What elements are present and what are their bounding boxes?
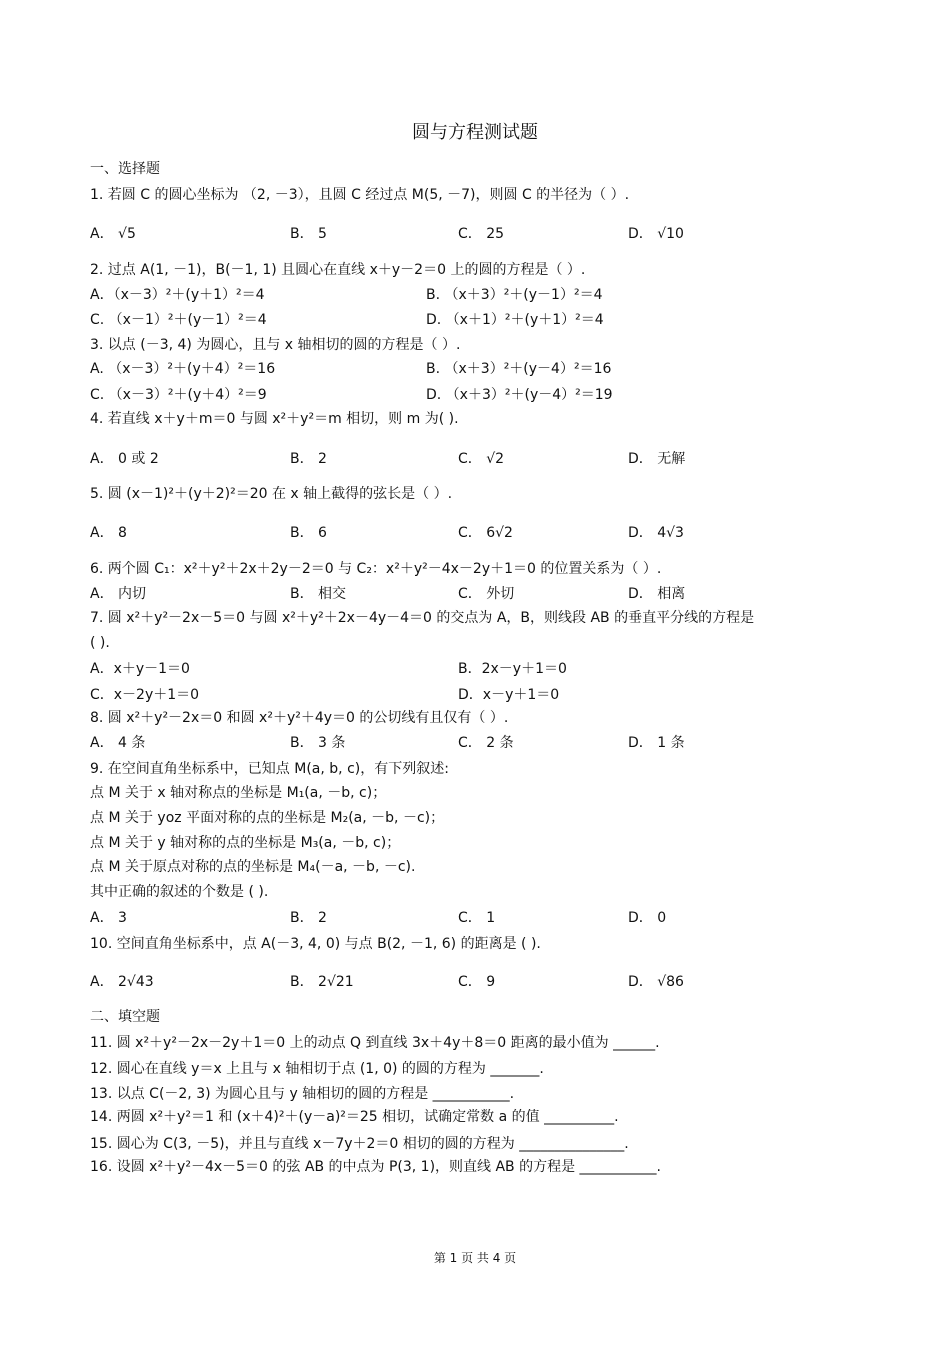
q8-option-c: C． 2 条: [458, 735, 514, 751]
q1-option-b: B． 5: [290, 226, 327, 242]
q1-option-c: C． 25: [458, 226, 505, 242]
q8-option-a: A． 4 条: [90, 735, 146, 751]
page-title: 圆与方程测试题: [412, 122, 538, 143]
q9-statement-4: 点 M 关于原点对称的点的坐标是 M₄(－a, －b, －c).: [90, 859, 416, 875]
q10-option-a: A． 2√43: [90, 974, 154, 990]
q1-stem: 1. 若圆 C 的圆心坐标为 （2, －3），且圆 C 经过点 M(5, －7)，则圆 C 的半径为（ ）.: [90, 187, 630, 203]
q4-stem: 4. 若直线 x＋y＋m＝0 与圆 x²＋y²＝m 相切，则 m 为( ).: [90, 411, 459, 427]
q16: 16. 设圆 x²＋y²－4x－5＝0 的弦 AB 的中点为 P(3, 1)，则直线 AB 的方程是 ___________.: [90, 1159, 662, 1175]
q3-option-a: A. （x－3）²＋(y＋4）²＝16: [90, 361, 276, 377]
q7-option-d: D．x－y＋1＝0: [458, 687, 560, 703]
q10-stem: 10. 空间直角坐标系中，点 A(－3, 4, 0) 与点 B(2, －1, 6) 的距离是 ( ).: [90, 936, 541, 952]
q9-question: 其中正确的叙述的个数是 ( ).: [90, 884, 269, 900]
q2-option-d: D. （x＋1）²＋(y＋1）²＝4: [426, 312, 604, 328]
q3-option-c: C. （x－3）²＋(y＋4）²＝9: [90, 387, 267, 403]
q2-stem: 2. 过点 A(1, －1)，B(－1, 1) 且圆心在直线 x＋y－2＝0 上的圆的方程是（ ）.: [90, 262, 586, 278]
page-footer: 第 1 页 共 4 页: [433, 1251, 517, 1265]
q12: 12. 圆心在直线 y＝x 上且与 x 轴相切于点 (1, 0) 的圆的方程为 _______.: [90, 1061, 544, 1077]
q1-option-d: D． √10: [628, 226, 684, 242]
q4-option-b: B． 2: [290, 451, 327, 467]
q7-option-b: B．2x－y＋1＝0: [458, 661, 567, 677]
q7-stem-continued: ( ).: [90, 635, 110, 651]
q4-option-c: C． √2: [458, 451, 505, 467]
q2-option-a: A．（x－3）²＋(y＋1）²＝4: [90, 287, 265, 303]
q6-option-c: C． 外切: [458, 586, 515, 602]
q9-option-b: B． 2: [290, 910, 327, 926]
q6-option-b: B． 相交: [290, 586, 347, 602]
q7-option-a: A．x＋y－1＝0: [90, 661, 190, 677]
q8-stem: 8. 圆 x²＋y²－2x＝0 和圆 x²＋y²＋4y＝0 的公切线有且仅有（ ）.: [90, 710, 509, 726]
q10-option-b: B． 2√21: [290, 974, 354, 990]
q14: 14. 两圆 x²＋y²＝1 和 (x＋4)²＋(y－a)²＝25 相切，试确定常数 a 的值 __________.: [90, 1109, 619, 1125]
q9-option-a: A． 3: [90, 910, 127, 926]
q5-option-b: B． 6: [290, 525, 327, 541]
q7-option-c: C．x－2y＋1＝0: [90, 687, 200, 703]
q9-statement-1: 点 M 关于 x 轴对称点的坐标是 M₁(a, －b, c)；: [90, 785, 387, 801]
q3-stem: 3. 以点 (－3, 4) 为圆心，且与 x 轴相切的圆的方程是（ ）.: [90, 337, 461, 353]
q10-option-d: D． √86: [628, 974, 684, 990]
q9-option-d: D． 0: [628, 910, 667, 926]
q2-option-c: C. （x－1）²＋(y－1）²＝4: [90, 312, 267, 328]
q5-stem: 5. 圆 (x－1)²＋(y＋2)²＝20 在 x 轴上截得的弦长是（ ）.: [90, 486, 453, 502]
q6-option-a: A． 内切: [90, 586, 147, 602]
section-heading-fill: 二、填空题: [90, 1009, 160, 1025]
q9-stem: 9. 在空间直角坐标系中，已知点 M(a, b, c)，有下列叙述:: [90, 761, 449, 777]
q4-option-d: D． 无解: [628, 451, 686, 467]
q3-option-b: B. （x＋3）²＋(y－4）²＝16: [426, 361, 612, 377]
q2-option-b: B. （x＋3）²＋(y－1）²＝4: [426, 287, 603, 303]
q13: 13. 以点 C(－2, 3) 为圆心且与 y 轴相切的圆的方程是 ___________.: [90, 1086, 515, 1102]
q9-option-c: C． 1: [458, 910, 496, 926]
q8-option-b: B． 3 条: [290, 735, 346, 751]
q8-option-d: D． 1 条: [628, 735, 685, 751]
q4-option-a: A． 0 或 2: [90, 451, 159, 467]
q9-statement-3: 点 M 关于 y 轴对称的点的坐标是 M₃(a, －b, c)；: [90, 835, 401, 851]
q5-option-c: C． 6√2: [458, 525, 513, 541]
q6-stem: 6. 两个圆 C₁：x²＋y²＋2x＋2y－2＝0 与 C₂：x²＋y²－4x－2y＋1＝0 的位置关系为（ ）.: [90, 561, 662, 577]
q10-option-c: C． 9: [458, 974, 496, 990]
q11: 11. 圆 x²＋y²－2x－2y＋1＝0 上的动点 Q 到直线 3x＋4y＋8＝0 距离的最小值为 ______.: [90, 1035, 660, 1051]
q15: 15. 圆心为 C(3, －5)，并且与直线 x－7y＋2＝0 相切的圆的方程为 _______________.: [90, 1136, 629, 1152]
section-heading-choice: 一、选择题: [90, 161, 160, 177]
q9-statement-2: 点 M 关于 yoz 平面对称的点的坐标是 M₂(a, －b, －c)；: [90, 810, 445, 826]
q6-option-d: D． 相离: [628, 586, 686, 602]
q7-stem: 7. 圆 x²＋y²－2x－5＝0 与圆 x²＋y²＋2x－4y－4＝0 的交点为 A，B，则线段 AB 的垂直平分线的方程是: [90, 610, 755, 626]
q5-option-d: D． 4√3: [628, 525, 684, 541]
q3-option-d: D. （x＋3）²＋(y－4）²＝19: [426, 387, 613, 403]
q1-option-a: A． √5: [90, 226, 136, 242]
q5-option-a: A． 8: [90, 525, 127, 541]
